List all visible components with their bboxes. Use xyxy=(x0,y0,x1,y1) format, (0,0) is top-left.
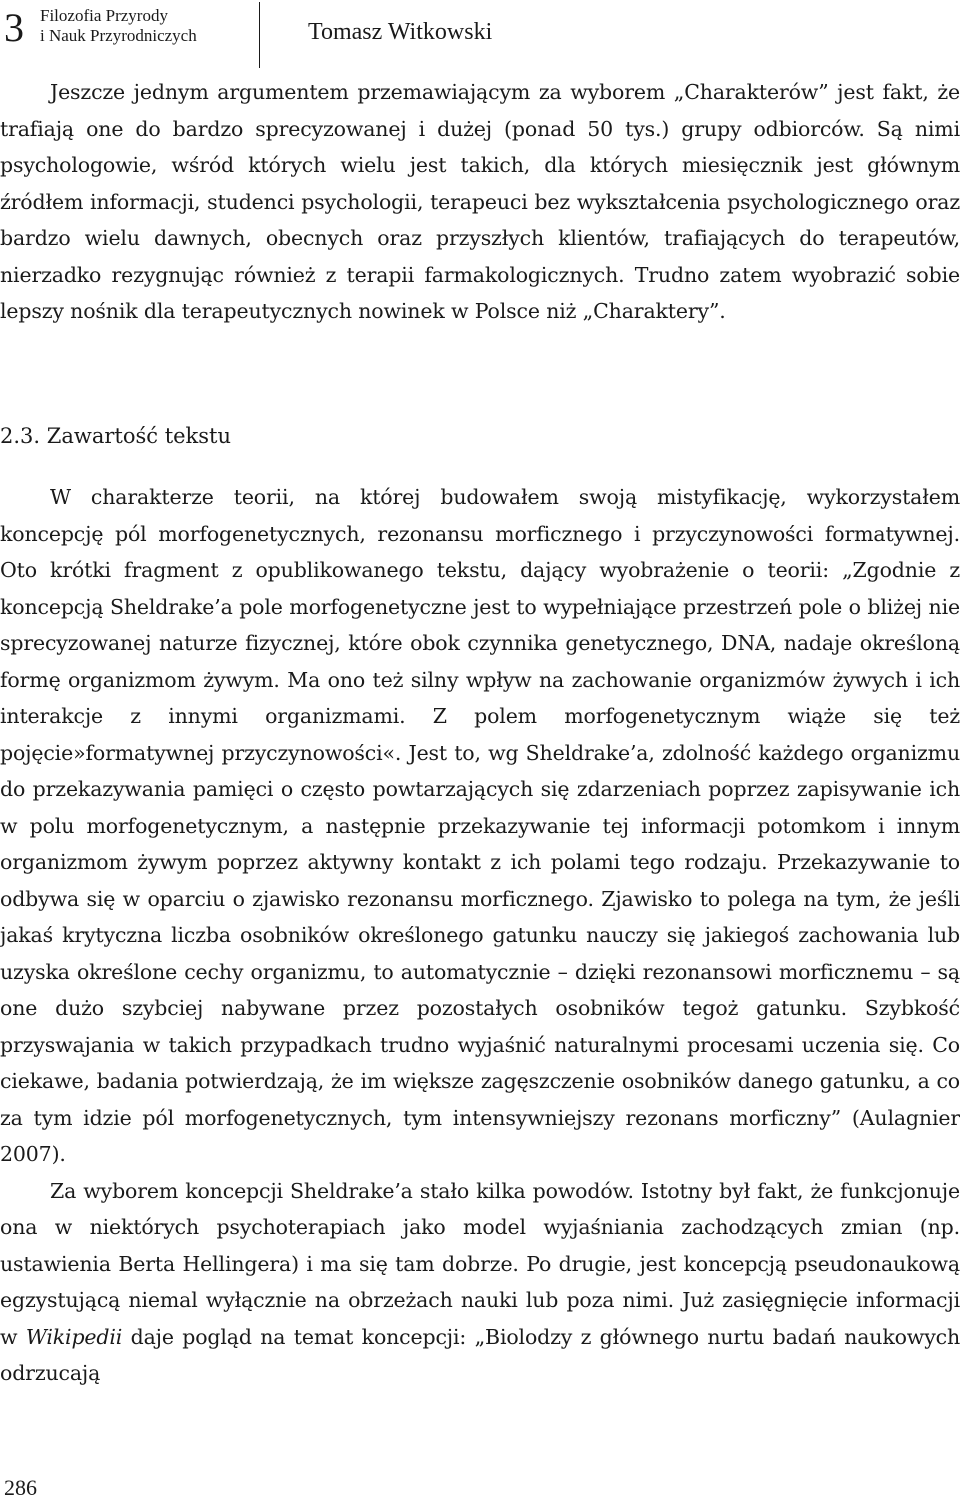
paragraph-last-part1: Za wyborem koncepcji Sheldrake’a stało kilka powodów. Istotny był fakt, że funkcjonuje ona w niektórych psychoterapiach jako model wyjaśniania zachodzących zmian (np. ustawienia Berta Hellingera) i ma się tam dobrze. Po drugie, jest koncepcją pseudonaukową egzystującą niemal wyłącznie na obrzeżach nauki lub poza nimi. Już zasięgnięcie informacji w xyxy=(0,1178,960,1349)
journal-name-line1: Filozofia Przyrody xyxy=(40,6,168,25)
author-name: Tomasz Witkowski xyxy=(308,19,493,45)
body-text-top xyxy=(0,74,960,330)
journal-name-line2: i Nauk Przyrodniczych xyxy=(40,26,197,45)
body-text-main xyxy=(0,479,960,1392)
wikipedia-italic: Wikipedii xyxy=(25,1324,123,1349)
running-header xyxy=(0,0,960,72)
page-number: 286 xyxy=(4,1475,37,1500)
paragraph: W charakterze teorii, na której budowałem swoją mistyfikację, wykorzystałem koncepcję pól morfogenetycznych, rezonansu morficznego i przyczynowości formatywnej. Oto krótki fragment z opublikowanego tekstu, dający wyobrażenie o teorii: „Zgodnie z koncepcją Sheldrake’a pole morfogenetyczne jest to wypełniające przestrzeń pole o bliżej nie sprecyzowanej naturze fizycznej, które obok czynnika genetycznego, DNA, nadaje określoną formę organizmom żywym. Ma ono też silny wpływ na zachowanie organizmów żywych i ich interakcje z innymi organizmami. Z polem morfogenetycznym wiąże się też pojęcie»formatywnej przyczynowości«. Jest to, wg Sheldrake’a, zdolność każdego organizmu do przekazywania pamięci o często powtarzających się zdarzeniach poprzez zapisywanie ich w polu morfogenetycznym, a następnie przekazywanie tej informacji potomkom i innym organizmom żywym poprzez aktywny kontakt z ich polami tego rodzaju. Przekazywanie to odbywa się w oparciu o zjawisko rezonansu morficznego. Zjawisko to polega na tym, że jeśli jakaś krytyczna liczba osobników określonego gatunku nauczy się jakiegoś zachowania lub uzyska określone cechy organizmu, to automatycznie – dzięki rezonansowi morficznemu – są one dużo szybciej nabywane przez pozostałych osobników tegoż gatunku. Szybkość przyswajania w takich przypadkach trudno wyjaśnić naturalnymi procesami uczenia się. Co ciekawe, badania potwierdzają, że im większe zagęszczenie osobników danego gatunku, a co za tym idzie pól morfogenetycznych, tym intensywniejszy rezonans morficzny” (Aulagnier 2007). xyxy=(0,485,960,1166)
header-divider xyxy=(259,2,260,68)
paragraph: Jeszcze jednym argumentem przemawiającym za wyborem „Charakterów” jest fakt, że trafiają one do bardzo sprecyzowanej i dużej (ponad 50 tys.) grupy odbiorców. Są nimi psychologowie, wśród których wielu jest takich, dla których miesięcznik jest głównym źródłem informacji, studenci psychologii, terapeuci bez wykształcenia psychologicznego oraz bardzo wielu dawnych, obecnych oraz przyszłych klientów, trafiających do terapeutów, nierzadko rezygnując również z terapii farmakologicznych. Trudno zatem wyobrazić sobie lepszy nośnik dla terapeutycznych nowinek w Polsce niż „Charaktery”. xyxy=(0,80,960,323)
journal-name xyxy=(40,6,197,46)
section-heading: 2.3. Zawartość tekstu xyxy=(0,424,232,448)
paragraph-last xyxy=(0,1173,960,1392)
journal-number: 3 xyxy=(4,5,24,50)
paragraph-last-part2: daje pogląd na temat koncepcji: „Biolodzy z głównego nurtu badań naukowych odrzucają xyxy=(0,1324,960,1385)
